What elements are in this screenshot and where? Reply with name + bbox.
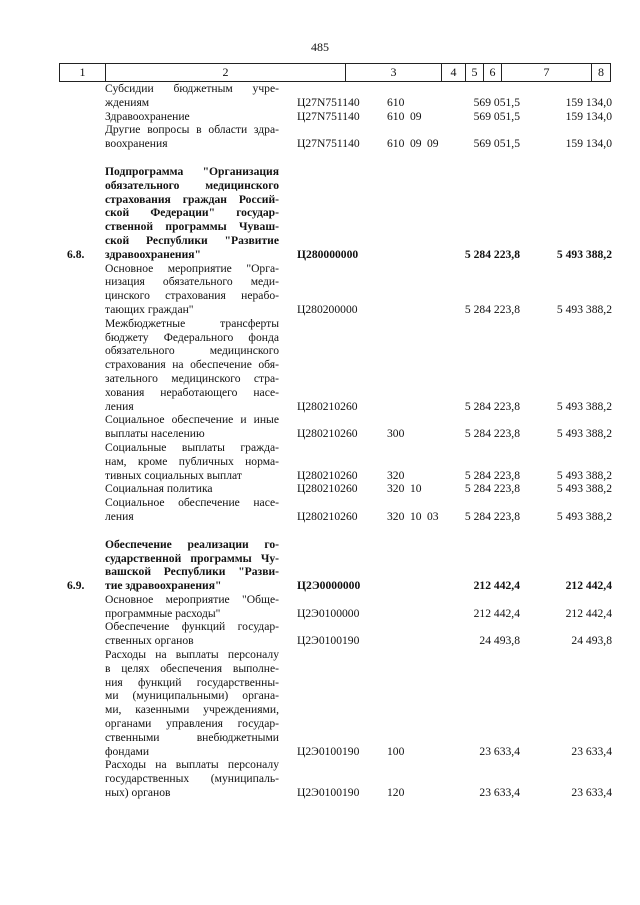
- row-col4: 300: [387, 427, 405, 441]
- row-name-line: вашской Республики "Разви-: [105, 565, 279, 579]
- row-code: Ц2Э0100190: [297, 744, 360, 758]
- column-header-1: 1: [59, 64, 105, 81]
- row-name: [105, 317, 279, 414]
- row-name: [105, 496, 279, 524]
- row-code: Ц2Э0100000: [297, 606, 360, 620]
- row-name: [105, 758, 279, 799]
- row-col4: 100: [387, 744, 405, 758]
- row-value-8: 159 134,0: [565, 137, 612, 151]
- row-name-line: Социальные выплаты гражда-: [105, 440, 279, 454]
- row-col4: 120: [387, 786, 405, 800]
- row-value-7: 5 284 223,8: [464, 302, 520, 316]
- row-name-line: ния функций государственны-: [105, 675, 279, 689]
- row-name: [105, 538, 279, 593]
- row-value-7: 212 442,4: [473, 579, 520, 593]
- row-col5: 10: [410, 509, 422, 523]
- row-col5: 09: [410, 137, 422, 151]
- row-name-line: фондами: [105, 744, 150, 758]
- row-name-line: Основное мероприятие "Обще-: [105, 592, 279, 606]
- row-value-8: 159 134,0: [565, 95, 612, 109]
- row-value-8: 212 442,4: [565, 606, 612, 620]
- row-name-line: низация обязательного меди-: [105, 275, 279, 289]
- row-value-8: 24 493,8: [571, 634, 612, 648]
- row-name-line: воохранения: [105, 137, 168, 151]
- table-row: [0, 441, 640, 482]
- row-value-7: 23 633,4: [479, 786, 520, 800]
- row-code: Ц27N751140: [297, 109, 360, 123]
- row-code: Ц280210260: [297, 427, 358, 441]
- row-value-8: 5 493 388,2: [556, 247, 612, 261]
- row-col4: 610: [387, 95, 405, 109]
- row-value-8: 212 442,4: [565, 579, 612, 593]
- row-value-8: 23 633,4: [571, 744, 612, 758]
- row-value-8: 23 633,4: [571, 786, 612, 800]
- row-name-line: страхования на обеспечение обя-: [105, 358, 279, 372]
- row-name-line: тие здравоохранения": [105, 579, 222, 593]
- row-code: Ц280210260: [297, 399, 358, 413]
- row-name-line: Межбюджетные трансферты: [105, 316, 279, 330]
- table-row: [0, 593, 640, 621]
- row-name-line: Социальное обеспечение и иные: [105, 413, 279, 427]
- row-name: [105, 593, 279, 621]
- row-name-line: страхования граждан Россий-: [105, 192, 279, 206]
- table-row: [0, 262, 640, 317]
- row-name-line: ской Федерации" государ-: [105, 206, 279, 220]
- row-col5: 09: [410, 109, 422, 123]
- row-col4: 320: [387, 509, 405, 523]
- column-header-4: 4: [441, 64, 465, 81]
- row-value-7: 212 442,4: [473, 606, 520, 620]
- table-row: [0, 482, 640, 496]
- row-name-line: цинского страхования нерабо-: [105, 289, 279, 303]
- row-name: [105, 482, 279, 496]
- row-col4: 320: [387, 482, 405, 496]
- table-header: [59, 63, 611, 82]
- row-value-7: 5 284 223,8: [464, 399, 520, 413]
- row-name-line: Расходы на выплаты персоналу: [105, 758, 279, 772]
- row-name-line: программные расходы": [105, 606, 221, 620]
- row-value-8: 5 493 388,2: [556, 509, 612, 523]
- table-row: [0, 317, 640, 414]
- table-row: [0, 496, 640, 524]
- row-col6: 03: [427, 509, 439, 523]
- row-code: Ц280210260: [297, 509, 358, 523]
- row-code: Ц280000000: [297, 247, 359, 261]
- row-value-8: 159 134,0: [565, 109, 612, 123]
- table-row: [0, 123, 640, 151]
- row-name-line: в целях обеспечения выполне-: [105, 661, 279, 675]
- row-value-7: 5 284 223,8: [464, 482, 520, 496]
- column-header-7: 7: [501, 64, 591, 81]
- row-value-7: 5 284 223,8: [464, 247, 520, 261]
- row-value-7: 5 284 223,8: [464, 468, 520, 482]
- table-row: [0, 648, 640, 758]
- row-name-line: Другие вопросы в области здра-: [105, 123, 279, 137]
- row-code: Ц280210260: [297, 468, 358, 482]
- page-number: 485: [311, 40, 329, 54]
- row-code: Ц27N751140: [297, 137, 360, 151]
- row-code: Ц27N751140: [297, 95, 360, 109]
- row-name-line: обязательного медицинского: [105, 178, 279, 192]
- row-name-line: зательного медицинского стра-: [105, 371, 279, 385]
- row-name-line: ственной программы Чуваш-: [105, 220, 279, 234]
- row-value-7: 569 051,5: [473, 95, 520, 109]
- row-value-8: 5 493 388,2: [556, 468, 612, 482]
- row-name-line: ждениям: [105, 95, 150, 109]
- table-row: [0, 110, 640, 124]
- column-header-6: 6: [483, 64, 501, 81]
- row-name-line: Обеспечение функций государ-: [105, 620, 279, 634]
- row-col4: 320: [387, 468, 405, 482]
- row-number: 6.9.: [67, 579, 85, 593]
- column-header-3: 3: [345, 64, 441, 81]
- row-value-8: 5 493 388,2: [556, 482, 612, 496]
- row-col4: 610: [387, 137, 405, 151]
- row-name-line: Подпрограмма "Организация: [105, 164, 279, 178]
- table-row: [0, 538, 640, 593]
- table-body: [0, 82, 640, 800]
- row-name-line: ления: [105, 399, 134, 413]
- row-name-line: ми (муниципальными) органа-: [105, 689, 279, 703]
- row-value-8: 5 493 388,2: [556, 399, 612, 413]
- row-code: Ц280210260: [297, 482, 358, 496]
- row-value-7: 5 284 223,8: [464, 509, 520, 523]
- row-code: Ц2Э0100190: [297, 634, 360, 648]
- row-col5: 10: [410, 482, 422, 496]
- row-name-line: ственными внебюджетными: [105, 730, 279, 744]
- row-name-line: ственных органов: [105, 634, 194, 648]
- row-name-line: Основное мероприятие "Орга-: [105, 261, 279, 275]
- row-name-line: ных) органов: [105, 786, 171, 800]
- row-code: Ц2Э0000000: [297, 579, 361, 593]
- table-row: [0, 413, 640, 441]
- row-code: Ц2Э0100190: [297, 786, 360, 800]
- row-number: 6.8.: [67, 247, 85, 261]
- row-name-line: Социальное обеспечение насе-: [105, 496, 279, 510]
- row-name-line: органами управления государ-: [105, 717, 279, 731]
- row-value-7: 24 493,8: [479, 634, 520, 648]
- row-name: [105, 110, 279, 124]
- row-name-line: нам, кроме публичных норма-: [105, 454, 279, 468]
- row-name-line: тающих граждан": [105, 302, 194, 316]
- row-name: [105, 123, 279, 151]
- row-name-line: Субсидии бюджетным учре-: [105, 82, 279, 95]
- row-name: [105, 648, 279, 758]
- row-name-line: тивных социальных выплат: [105, 468, 242, 482]
- row-name: [105, 82, 279, 110]
- row-name-line: ми, казенными учреждениями,: [105, 703, 279, 717]
- row-name-line: обязательного медицинского: [105, 344, 279, 358]
- row-name-line: государственных (муниципаль-: [105, 772, 279, 786]
- row-name-line: выплаты населению: [105, 427, 205, 441]
- row-name-line: здравоохранения": [105, 247, 201, 261]
- table-row: [0, 165, 640, 262]
- row-value-8: 5 493 388,2: [556, 302, 612, 316]
- row-name: [105, 165, 279, 262]
- row-name: [105, 441, 279, 482]
- row-value-7: 569 051,5: [473, 137, 520, 151]
- row-name-line: Расходы на выплаты персоналу: [105, 648, 279, 662]
- row-name-line: бюджету Федерального фонда: [105, 330, 279, 344]
- column-header-5: 5: [465, 64, 483, 81]
- row-name-line: сударственной программы Чу-: [105, 551, 279, 565]
- row-name-line: Социальная политика: [105, 482, 213, 496]
- row-name: [105, 262, 279, 317]
- row-value-8: 5 493 388,2: [556, 427, 612, 441]
- row-spacer: [0, 524, 640, 538]
- row-value-7: 5 284 223,8: [464, 427, 520, 441]
- row-col6: 09: [427, 137, 439, 151]
- row-code: Ц280200000: [297, 302, 358, 316]
- row-spacer: [0, 151, 640, 165]
- table-row: [0, 758, 640, 799]
- table-row: [0, 620, 640, 648]
- row-name-line: ления: [105, 509, 134, 523]
- row-name-line: Здравоохранение: [105, 109, 190, 123]
- row-name: [105, 413, 279, 441]
- table-row: [0, 82, 640, 110]
- row-name-line: хования неработающего насе-: [105, 385, 279, 399]
- row-name: [105, 620, 279, 648]
- row-name-line: Обеспечение реализации го-: [105, 537, 279, 551]
- row-col4: 610: [387, 109, 405, 123]
- column-header-2: 2: [105, 64, 345, 81]
- row-value-7: 569 051,5: [473, 109, 520, 123]
- column-header-8: 8: [591, 64, 611, 81]
- row-name-line: ской Республики "Развитие: [105, 233, 279, 247]
- row-value-7: 23 633,4: [479, 744, 520, 758]
